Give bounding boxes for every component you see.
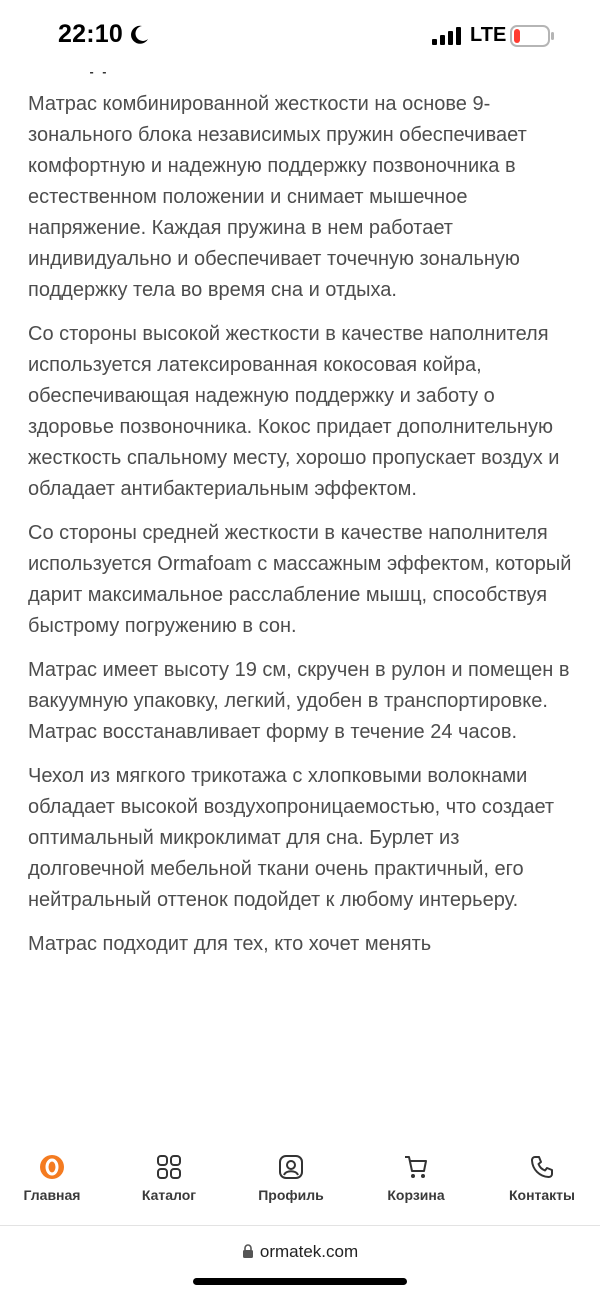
lock-icon	[242, 1244, 254, 1258]
home-indicator[interactable]	[193, 1278, 407, 1285]
paragraph: Матрас комбинированной жесткости на основе 9-зонального блока независимых пружин обеспечивает комфортную и надежную поддержку позвоночника в естественном положении и снимает мышечное напряжение. Каждая пружина в нем работает индивидуально и обеспечивает точечную зональную поддержку тела во время сна и отдыха.	[28, 93, 527, 301]
url-text: ormatek.com	[259, 1242, 359, 1261]
tab-catalog[interactable]	[119, 1147, 219, 1225]
description-text	[28, 89, 578, 973]
battery-icon	[510, 24, 556, 48]
network-type: LTE	[470, 24, 507, 46]
browser-address-bar[interactable]	[0, 1226, 600, 1297]
tab-label: Профиль	[258, 1187, 324, 1203]
signal-icon	[432, 27, 462, 45]
tab-home[interactable]	[2, 1147, 102, 1225]
paragraph: Матрас подходит для тех, кто хочет менять	[28, 933, 432, 955]
tab-contacts[interactable]	[492, 1147, 592, 1225]
paragraph: Со стороны средней жесткости в качестве наполнителя используется Ormafoam с массажным эффектом, который дарит максимальное расслабление мышц, способствуя быстрому погружению в сон.	[28, 522, 572, 637]
paragraph: Матрас имеет высоту 19 см, скручен в рулон и помещен в вакуумную упаковку, легкий, удобен в транспортировке. Матрас восстанавливает форму в течение 24 часов.	[28, 659, 570, 743]
tab-profile[interactable]	[241, 1147, 341, 1225]
paragraph: Чехол из мягкого трикотажа с хлопковыми волокнами обладает высокой воздухопроницаемостью, что создает оптимальный микроклимат для сна. Бурлет из долговечной мебельной ткани очень практичный, его нейтральный оттенок подойдет к любому интерьеру.	[28, 765, 555, 911]
tab-label: Корзина	[387, 1187, 445, 1203]
tab-cart[interactable]	[366, 1147, 466, 1225]
profile-icon	[278, 1154, 304, 1180]
status-bar	[0, 0, 600, 72]
moon-icon	[128, 24, 150, 46]
bottom-tab-bar	[0, 1147, 600, 1226]
grid-icon	[156, 1154, 182, 1180]
url-display[interactable]	[0, 1242, 600, 1262]
tab-label: Каталог	[141, 1187, 197, 1203]
ormatek-logo-icon	[39, 1154, 65, 1180]
tab-label: Главная	[23, 1187, 81, 1203]
phone-icon	[529, 1154, 555, 1180]
paragraph: Со стороны высокой жесткости в качестве наполнителя используется латексированная кокосовая койра, обеспечивающая надежную поддержку и заботу о здоровье позвоночника. Кокос придает дополнительную жесткость спальному месту, хорошо пропускает воздух и обладает антибактериальным эффектом.	[28, 323, 560, 500]
cart-icon	[403, 1154, 429, 1180]
tab-label: Контакты	[508, 1187, 575, 1203]
status-time: 22:10	[58, 20, 123, 48]
